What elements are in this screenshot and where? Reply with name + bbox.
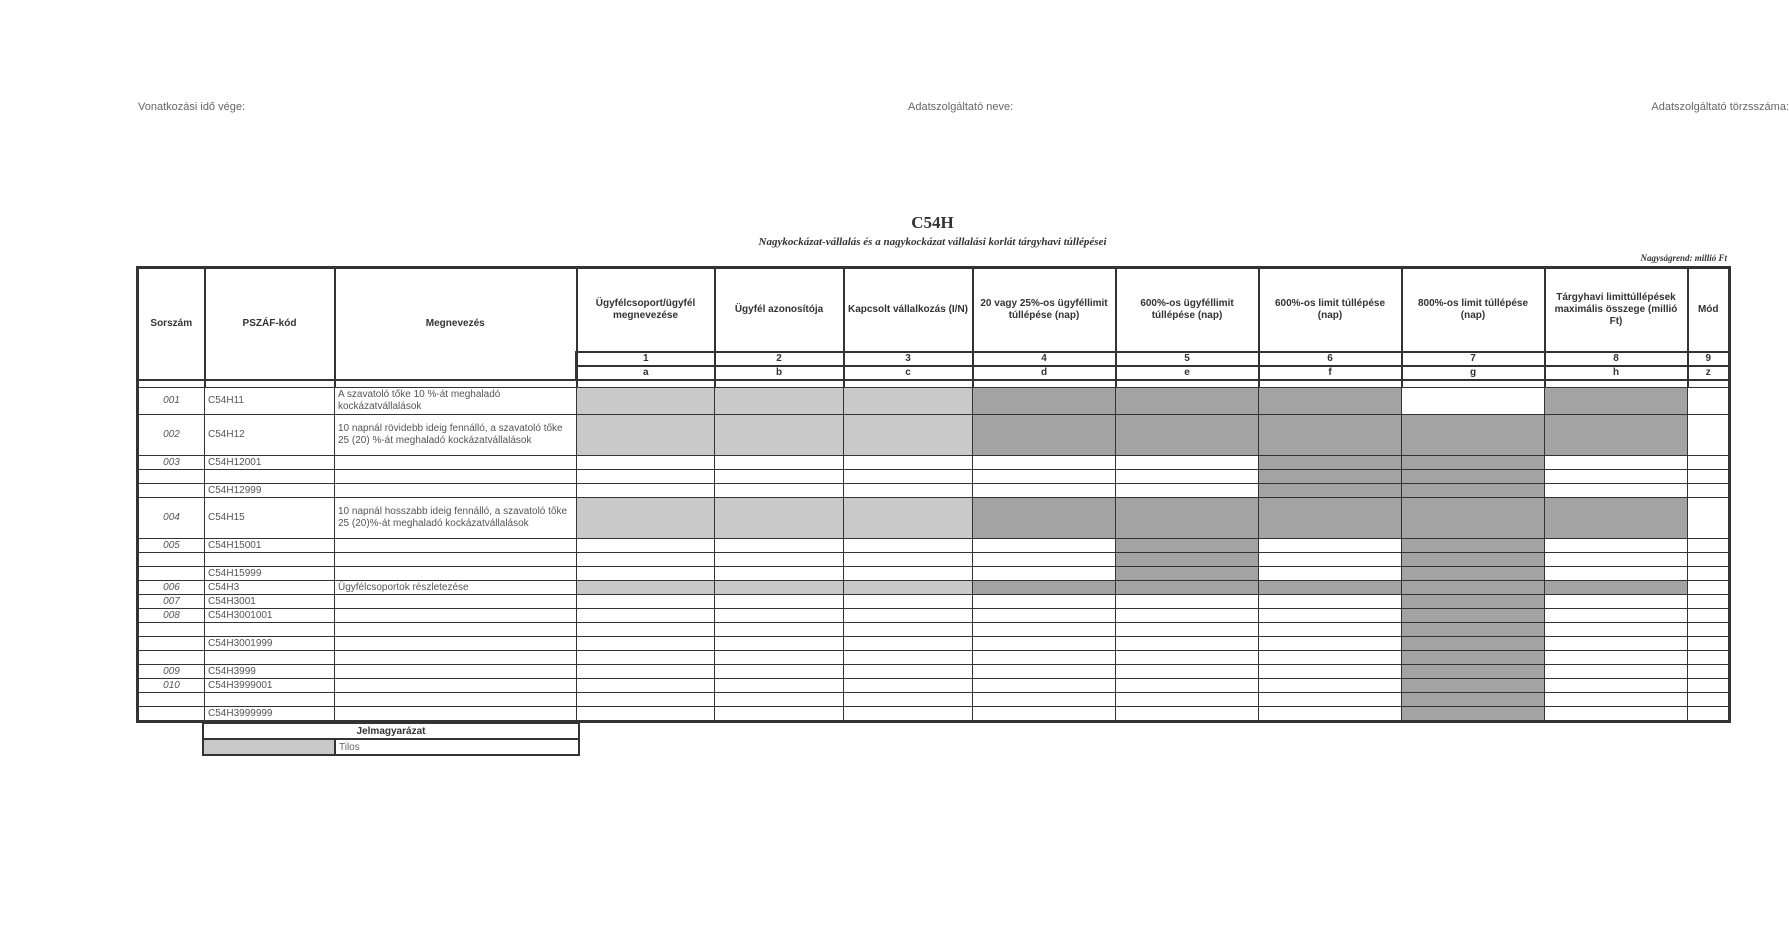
- unit-label: Nagyságrend: millió Ft: [1640, 253, 1727, 263]
- column-letter: d: [973, 366, 1116, 380]
- col-header-related-company: Kapcsolt vállalkozás (I/N): [844, 268, 973, 353]
- row-code: C54H15: [205, 498, 335, 539]
- row-code: C54H12999: [205, 484, 335, 498]
- data-cell[interactable]: [1259, 553, 1402, 567]
- data-cell[interactable]: [844, 707, 973, 722]
- data-cell[interactable]: [1688, 693, 1730, 707]
- data-cell-disabled: [1259, 415, 1402, 456]
- data-cell[interactable]: [715, 484, 844, 498]
- data-cell[interactable]: [1545, 470, 1688, 484]
- data-cell[interactable]: [844, 651, 973, 665]
- data-cell-disabled: [1402, 679, 1545, 693]
- data-cell-disabled: [1259, 484, 1402, 498]
- column-number: 2: [715, 352, 844, 366]
- data-cell-disabled: [1402, 651, 1545, 665]
- data-cell-disabled: [1402, 498, 1545, 539]
- table-row: [138, 651, 1730, 665]
- data-cell[interactable]: [1688, 637, 1730, 651]
- row-number: 005: [138, 539, 205, 553]
- data-cell[interactable]: [1402, 388, 1545, 415]
- data-cell[interactable]: [844, 539, 973, 553]
- data-cell-disabled: [973, 581, 1116, 595]
- data-cell[interactable]: [1545, 484, 1688, 498]
- data-cell[interactable]: [577, 651, 715, 665]
- data-cell-disabled: [1259, 470, 1402, 484]
- legend-table: [202, 722, 580, 756]
- table-row: [138, 581, 1730, 595]
- data-cell[interactable]: [844, 679, 973, 693]
- data-cell[interactable]: [1116, 651, 1259, 665]
- data-cell[interactable]: [1688, 609, 1730, 623]
- spacer-row: [138, 380, 1730, 388]
- data-cell[interactable]: [973, 539, 1116, 553]
- data-cell[interactable]: [1116, 637, 1259, 651]
- column-number: 7: [1402, 352, 1545, 366]
- data-cell-disabled: [1116, 415, 1259, 456]
- row-code: [205, 470, 335, 484]
- row-name: [335, 707, 577, 722]
- data-cell[interactable]: [1545, 679, 1688, 693]
- row-number: [138, 693, 205, 707]
- data-cell[interactable]: [1688, 498, 1730, 539]
- data-cell[interactable]: [715, 679, 844, 693]
- row-number: [138, 484, 205, 498]
- data-cell[interactable]: [577, 623, 715, 637]
- data-cell[interactable]: [577, 707, 715, 722]
- data-cell[interactable]: [973, 637, 1116, 651]
- table-row: [138, 665, 1730, 679]
- data-cell[interactable]: [1545, 567, 1688, 581]
- table-row: [138, 637, 1730, 651]
- data-cell[interactable]: [715, 693, 844, 707]
- row-name: [335, 567, 577, 581]
- data-cell[interactable]: [1116, 456, 1259, 470]
- table-row: [138, 595, 1730, 609]
- row-name: [335, 595, 577, 609]
- data-cell[interactable]: [1688, 665, 1730, 679]
- data-cell[interactable]: [577, 637, 715, 651]
- data-cell[interactable]: [973, 470, 1116, 484]
- data-cell[interactable]: [577, 665, 715, 679]
- data-cell-disabled: [1402, 693, 1545, 707]
- table-row: [138, 693, 1730, 707]
- row-name: [335, 539, 577, 553]
- row-number: 004: [138, 498, 205, 539]
- row-name: [335, 484, 577, 498]
- data-cell-disabled: [1259, 456, 1402, 470]
- data-cell[interactable]: [844, 484, 973, 498]
- data-cell-forbidden: [577, 415, 715, 456]
- data-cell-disabled: [1545, 415, 1688, 456]
- row-number: [138, 623, 205, 637]
- table-row: [138, 415, 1730, 456]
- row-number: [138, 567, 205, 581]
- row-code: C54H3001: [205, 595, 335, 609]
- data-cell[interactable]: [1116, 707, 1259, 722]
- column-letter: h: [1545, 366, 1688, 380]
- data-cell[interactable]: [1688, 470, 1730, 484]
- row-name: [335, 609, 577, 623]
- data-cell[interactable]: [1116, 623, 1259, 637]
- data-cell[interactable]: [1116, 484, 1259, 498]
- data-cell-disabled: [1545, 498, 1688, 539]
- data-cell-disabled: [1402, 609, 1545, 623]
- data-cell-disabled: [1116, 539, 1259, 553]
- data-cell-disabled: [1402, 553, 1545, 567]
- data-cell[interactable]: [844, 665, 973, 679]
- col-header-limit-20-25: 20 vagy 25%-os ügyféllimit túllépése (nap): [973, 268, 1116, 353]
- data-cell[interactable]: [844, 456, 973, 470]
- row-number: [138, 707, 205, 722]
- data-cell[interactable]: [1688, 651, 1730, 665]
- data-cell[interactable]: [844, 693, 973, 707]
- column-number: 6: [1259, 352, 1402, 366]
- data-cell-disabled: [1116, 553, 1259, 567]
- col-header-client-name: Ügyfélcsoport/ügyfél megnevezése: [577, 268, 715, 353]
- data-cell[interactable]: [973, 456, 1116, 470]
- data-cell[interactable]: [577, 456, 715, 470]
- data-cell-forbidden: [577, 388, 715, 415]
- column-letter: a: [577, 366, 715, 380]
- provider-name-label: Adatszolgáltató neve:: [908, 101, 1014, 113]
- col-header-client-limit-600: 600%-os ügyféllimit túllépése (nap): [1116, 268, 1259, 353]
- row-name: [335, 470, 577, 484]
- row-code: C54H15999: [205, 567, 335, 581]
- data-cell[interactable]: [715, 665, 844, 679]
- data-cell[interactable]: [715, 567, 844, 581]
- data-cell[interactable]: [1545, 651, 1688, 665]
- row-name: A szavatoló tőke 10 %-át meghaladó kockázatvállalások: [335, 388, 577, 415]
- col-header-limit-800: 800%-os limit túllépése (nap): [1402, 268, 1545, 353]
- column-letter: c: [844, 366, 973, 380]
- row-code: C54H12001: [205, 456, 335, 470]
- row-code: [205, 651, 335, 665]
- row-number: 007: [138, 595, 205, 609]
- legend-forbidden-label: Tilos: [335, 739, 579, 755]
- data-cell-disabled: [1402, 470, 1545, 484]
- row-name: [335, 456, 577, 470]
- row-name: [335, 623, 577, 637]
- data-cell-disabled: [1402, 415, 1545, 456]
- data-cell-disabled: [973, 415, 1116, 456]
- table-row: [138, 456, 1730, 470]
- row-code: [205, 693, 335, 707]
- row-number: 002: [138, 415, 205, 456]
- data-cell[interactable]: [1259, 693, 1402, 707]
- data-cell[interactable]: [715, 623, 844, 637]
- data-cell[interactable]: [844, 637, 973, 651]
- data-cell-forbidden: [844, 581, 973, 595]
- data-cell-disabled: [1116, 388, 1259, 415]
- header-row: [138, 268, 1730, 353]
- col-header-name: Megnevezés: [335, 268, 577, 381]
- data-cell[interactable]: [1545, 539, 1688, 553]
- data-cell-forbidden: [715, 415, 844, 456]
- data-cell-disabled: [1402, 567, 1545, 581]
- data-cell[interactable]: [1545, 665, 1688, 679]
- data-cell[interactable]: [1688, 388, 1730, 415]
- data-cell-disabled: [1402, 665, 1545, 679]
- column-number: 8: [1545, 352, 1688, 366]
- data-cell[interactable]: [577, 484, 715, 498]
- data-cell[interactable]: [1545, 707, 1688, 722]
- data-cell[interactable]: [1259, 539, 1402, 553]
- data-cell[interactable]: [1259, 567, 1402, 581]
- row-name: Ügyfélcsoportok részletezése: [335, 581, 577, 595]
- data-cell[interactable]: [1259, 679, 1402, 693]
- row-number: 010: [138, 679, 205, 693]
- data-cell[interactable]: [973, 651, 1116, 665]
- data-cell[interactable]: [1545, 693, 1688, 707]
- data-cell-disabled: [1116, 567, 1259, 581]
- data-cell[interactable]: [577, 539, 715, 553]
- data-cell[interactable]: [844, 595, 973, 609]
- data-cell[interactable]: [577, 679, 715, 693]
- row-code: [205, 553, 335, 567]
- data-cell[interactable]: [1688, 581, 1730, 595]
- row-number: [138, 637, 205, 651]
- table-row: [138, 623, 1730, 637]
- col-header-limit-600: 600%-os limit túllépése (nap): [1259, 268, 1402, 353]
- data-cell-forbidden: [577, 581, 715, 595]
- data-cell-disabled: [1402, 637, 1545, 651]
- column-number: 9: [1688, 352, 1730, 366]
- table-row: [138, 388, 1730, 415]
- data-cell[interactable]: [715, 609, 844, 623]
- data-cell-forbidden: [577, 498, 715, 539]
- reference-period-end-label: Vonatkozási idő vége:: [138, 101, 246, 113]
- legend-title: Jelmagyarázat: [203, 723, 579, 739]
- data-cell[interactable]: [1545, 623, 1688, 637]
- data-cell[interactable]: [1116, 679, 1259, 693]
- data-cell[interactable]: [973, 623, 1116, 637]
- data-cell[interactable]: [1545, 595, 1688, 609]
- table-row: [138, 498, 1730, 539]
- data-cell[interactable]: [973, 484, 1116, 498]
- data-cell[interactable]: [973, 567, 1116, 581]
- data-cell[interactable]: [973, 679, 1116, 693]
- data-cell[interactable]: [1688, 539, 1730, 553]
- column-letter: b: [715, 366, 844, 380]
- row-code: C54H11: [205, 388, 335, 415]
- row-name: 10 napnál hosszabb ideig fennálló, a szavatoló tőke 25 (20)%-át meghaladó kockázatvállalások: [335, 498, 577, 539]
- data-cell[interactable]: [973, 553, 1116, 567]
- row-code: C54H3999001: [205, 679, 335, 693]
- data-cell[interactable]: [1688, 567, 1730, 581]
- data-cell-disabled: [1402, 707, 1545, 722]
- data-cell[interactable]: [973, 665, 1116, 679]
- data-cell-disabled: [973, 388, 1116, 415]
- row-name: 10 napnál rövidebb ideig fennálló, a szavatoló tőke 25 (20) %-át meghaladó kockázatvállalások: [335, 415, 577, 456]
- data-cell[interactable]: [715, 539, 844, 553]
- form-code: C54H: [911, 213, 954, 232]
- data-cell[interactable]: [577, 595, 715, 609]
- data-cell[interactable]: [1688, 623, 1730, 637]
- data-cell[interactable]: [844, 470, 973, 484]
- data-cell-forbidden: [844, 415, 973, 456]
- data-cell[interactable]: [715, 707, 844, 722]
- row-number: 006: [138, 581, 205, 595]
- row-number: [138, 553, 205, 567]
- row-name: [335, 651, 577, 665]
- column-number: 5: [1116, 352, 1259, 366]
- data-cell-forbidden: [844, 498, 973, 539]
- data-cell[interactable]: [715, 456, 844, 470]
- data-cell[interactable]: [1116, 609, 1259, 623]
- row-number: 008: [138, 609, 205, 623]
- data-cell-disabled: [1402, 539, 1545, 553]
- data-cell[interactable]: [1259, 609, 1402, 623]
- data-cell[interactable]: [973, 595, 1116, 609]
- data-cell-disabled: [1259, 581, 1402, 595]
- data-cell[interactable]: [1688, 595, 1730, 609]
- data-cell-forbidden: [715, 388, 844, 415]
- data-cell[interactable]: [1688, 415, 1730, 456]
- table-row: [138, 539, 1730, 553]
- data-cell[interactable]: [973, 693, 1116, 707]
- data-cell[interactable]: [973, 609, 1116, 623]
- data-cell-forbidden: [715, 581, 844, 595]
- data-cell[interactable]: [715, 595, 844, 609]
- data-cell[interactable]: [577, 553, 715, 567]
- data-cell[interactable]: [844, 609, 973, 623]
- data-cell-disabled: [1545, 581, 1688, 595]
- row-code: C54H15001: [205, 539, 335, 553]
- data-cell[interactable]: [1545, 456, 1688, 470]
- row-number: 003: [138, 456, 205, 470]
- column-letter: g: [1402, 366, 1545, 380]
- data-cell[interactable]: [577, 567, 715, 581]
- data-cell[interactable]: [1688, 484, 1730, 498]
- table-row: [138, 553, 1730, 567]
- table-row: [138, 470, 1730, 484]
- data-cell-disabled: [1402, 595, 1545, 609]
- data-cell[interactable]: [1259, 623, 1402, 637]
- data-cell[interactable]: [1545, 609, 1688, 623]
- data-cell[interactable]: [577, 470, 715, 484]
- row-code: C54H3: [205, 581, 335, 595]
- row-name: [335, 665, 577, 679]
- data-cell[interactable]: [715, 637, 844, 651]
- data-cell[interactable]: [1688, 679, 1730, 693]
- row-number: [138, 470, 205, 484]
- col-header-client-id: Ügyfél azonosítója: [715, 268, 844, 353]
- col-header-sorszam: Sorszám: [138, 268, 205, 381]
- row-code: C54H3999999: [205, 707, 335, 722]
- row-code: [205, 623, 335, 637]
- row-name: [335, 553, 577, 567]
- data-cell[interactable]: [577, 609, 715, 623]
- data-cell-disabled: [1259, 388, 1402, 415]
- table-row: [138, 707, 1730, 722]
- provider-id-label: Adatszolgáltató törzsszáma:: [1651, 101, 1789, 113]
- table-row: [138, 679, 1730, 693]
- data-cell[interactable]: [1688, 456, 1730, 470]
- column-letter: e: [1116, 366, 1259, 380]
- data-cell-disabled: [973, 498, 1116, 539]
- data-cell[interactable]: [1116, 693, 1259, 707]
- data-cell[interactable]: [1545, 637, 1688, 651]
- data-cell[interactable]: [715, 651, 844, 665]
- data-cell-forbidden: [844, 388, 973, 415]
- row-name: [335, 693, 577, 707]
- data-cell[interactable]: [577, 693, 715, 707]
- form-subtitle: Nagykockázat-vállalás és a nagykockázat vállalási korlát tárgyhavi túllépései: [758, 236, 1107, 248]
- data-cell[interactable]: [844, 623, 973, 637]
- data-cell-forbidden: [715, 498, 844, 539]
- column-number: 4: [973, 352, 1116, 366]
- row-name: [335, 679, 577, 693]
- row-number: [138, 651, 205, 665]
- table-row: [138, 484, 1730, 498]
- data-cell-disabled: [1402, 581, 1545, 595]
- data-cell-disabled: [1402, 484, 1545, 498]
- row-code: C54H3001001: [205, 609, 335, 623]
- data-cell-disabled: [1545, 388, 1688, 415]
- data-cell[interactable]: [715, 470, 844, 484]
- data-cell[interactable]: [1116, 595, 1259, 609]
- row-code: C54H3001999: [205, 637, 335, 651]
- col-header-mod: Mód: [1688, 268, 1730, 353]
- data-cell[interactable]: [1259, 651, 1402, 665]
- data-cell[interactable]: [973, 707, 1116, 722]
- row-number: 001: [138, 388, 205, 415]
- data-cell[interactable]: [1545, 553, 1688, 567]
- data-cell-disabled: [1402, 456, 1545, 470]
- row-code: C54H3999: [205, 665, 335, 679]
- data-cell[interactable]: [1259, 665, 1402, 679]
- data-cell[interactable]: [1116, 665, 1259, 679]
- column-letter: f: [1259, 366, 1402, 380]
- row-number: 009: [138, 665, 205, 679]
- column-letter: z: [1688, 366, 1730, 380]
- data-cell[interactable]: [1259, 637, 1402, 651]
- data-cell[interactable]: [1688, 707, 1730, 722]
- data-cell-disabled: [1116, 498, 1259, 539]
- column-number: 3: [844, 352, 973, 366]
- data-cell[interactable]: [715, 553, 844, 567]
- row-name: [335, 637, 577, 651]
- data-cell-disabled: [1402, 623, 1545, 637]
- table-row: [138, 609, 1730, 623]
- data-cell-disabled: [1259, 498, 1402, 539]
- row-code: C54H12: [205, 415, 335, 456]
- report-table: [136, 266, 1731, 723]
- col-header-max-amount: Tárgyhavi limittúllépések maximális összege (millió Ft): [1545, 268, 1688, 353]
- legend-forbidden-swatch: [203, 739, 335, 755]
- data-cell[interactable]: [844, 567, 973, 581]
- data-cell[interactable]: [1259, 595, 1402, 609]
- data-cell[interactable]: [1688, 553, 1730, 567]
- data-cell[interactable]: [1259, 707, 1402, 722]
- col-header-pszaf-code: PSZÁF-kód: [205, 268, 335, 381]
- data-cell-disabled: [1116, 581, 1259, 595]
- table-row: [138, 567, 1730, 581]
- data-cell[interactable]: [1116, 470, 1259, 484]
- column-number: 1: [577, 352, 715, 366]
- data-cell[interactable]: [844, 553, 973, 567]
